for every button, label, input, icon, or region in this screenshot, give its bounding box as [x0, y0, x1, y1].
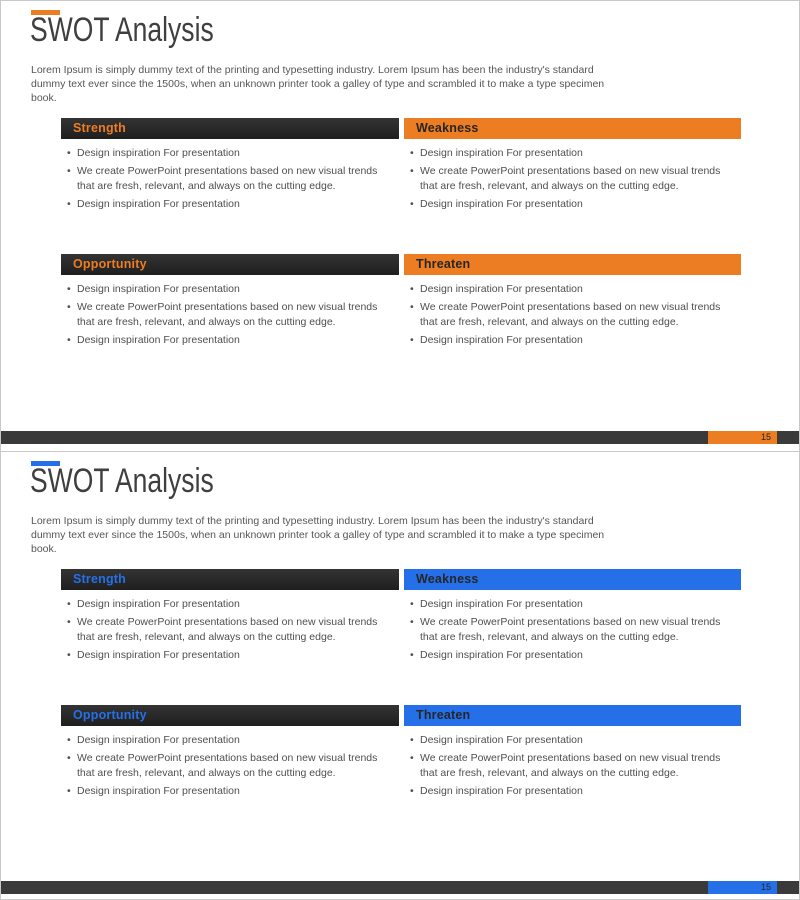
bullet-item: • We create PowerPoint presentations based on new visual trends that are fresh, relevant, and always on the cutting edge. [410, 615, 735, 644]
bullet-list [61, 597, 399, 663]
bullet-item: • We create PowerPoint presentations based on new visual trends that are fresh, relevant, and always on the cutting edge. [67, 300, 392, 329]
swot-slide-orange [1, 1, 799, 451]
quadrant-strength [61, 118, 399, 254]
bullet-item: • Design inspiration For presentation [67, 146, 392, 160]
page-number-badge: 15 [708, 881, 777, 894]
bullet-item: • Design inspiration For presentation [410, 597, 735, 611]
slide-title: SWOT Analysis [30, 11, 214, 49]
quadrant-header-strength: Strength [61, 569, 399, 590]
bullet-item: • We create PowerPoint presentations based on new visual trends that are fresh, relevant, and always on the cutting edge. [67, 615, 392, 644]
bullet-item: • Design inspiration For presentation [410, 648, 735, 662]
bullet-item: • We create PowerPoint presentations based on new visual trends that are fresh, relevant, and always on the cutting edge. [67, 751, 392, 780]
quadrant-header-weakness: Weakness [404, 569, 741, 590]
quadrant-opportunity [61, 705, 399, 841]
bullet-list [404, 597, 741, 663]
bullet-item: • Design inspiration For presentation [67, 733, 392, 747]
bullet-list [61, 282, 399, 348]
quadrant-header-opportunity: Opportunity [61, 705, 399, 726]
bullet-item: • Design inspiration For presentation [67, 333, 392, 347]
quadrant-weakness [404, 569, 741, 705]
bullet-item: • Design inspiration For presentation [410, 282, 735, 296]
quadrant-opportunity [61, 254, 399, 390]
quadrant-header-threaten: Threaten [404, 254, 741, 275]
bullet-item: • Design inspiration For presentation [67, 648, 392, 662]
quadrant-header-threaten: Threaten [404, 705, 741, 726]
bullet-list [404, 146, 741, 212]
swot-slide-blue [1, 451, 799, 900]
bullet-item: • We create PowerPoint presentations based on new visual trends that are fresh, relevant, and always on the cutting edge. [67, 164, 392, 193]
bullet-list [61, 733, 399, 799]
swot-quadrant-grid [61, 118, 741, 390]
bullet-item: • Design inspiration For presentation [410, 733, 735, 747]
bullet-item: • Design inspiration For presentation [410, 197, 735, 211]
bullet-item: • Design inspiration For presentation [67, 197, 392, 211]
intro-text: Lorem Ipsum is simply dummy text of the printing and typesetting industry. Lorem Ipsum has been the industry's standard dummy text ever since the 1500s, when an unknown printer took a galley of type and scrambled it to make a type specimen book. [31, 64, 605, 105]
bullet-item: • We create PowerPoint presentations based on new visual trends that are fresh, relevant, and always on the cutting edge. [410, 751, 735, 780]
bullet-item: • Design inspiration For presentation [410, 784, 735, 798]
intro-text: Lorem Ipsum is simply dummy text of the printing and typesetting industry. Lorem Ipsum has been the industry's standard dummy text ever since the 1500s, when an unknown printer took a galley of type and scrambled it to make a type specimen book. [31, 515, 605, 556]
bullet-item: • Design inspiration For presentation [410, 333, 735, 347]
bullet-item: • Design inspiration For presentation [67, 282, 392, 296]
slide-title: SWOT Analysis [30, 462, 214, 500]
bullet-list [61, 146, 399, 212]
quadrant-weakness [404, 118, 741, 254]
bullet-item: • Design inspiration For presentation [67, 597, 392, 611]
bullet-list [404, 733, 741, 799]
bullet-item: • We create PowerPoint presentations based on new visual trends that are fresh, relevant, and always on the cutting edge. [410, 300, 735, 329]
quadrant-strength [61, 569, 399, 705]
slide-footer-bar [1, 431, 799, 444]
bullet-item: • Design inspiration For presentation [67, 784, 392, 798]
swot-quadrant-grid [61, 569, 741, 841]
page-number-badge: 15 [708, 431, 777, 444]
slide-footer-bar [1, 881, 799, 894]
quadrant-threaten [404, 705, 741, 841]
bullet-list [404, 282, 741, 348]
quadrant-threaten [404, 254, 741, 390]
bullet-item: • Design inspiration For presentation [410, 146, 735, 160]
quadrant-header-opportunity: Opportunity [61, 254, 399, 275]
quadrant-header-weakness: Weakness [404, 118, 741, 139]
bullet-item: • We create PowerPoint presentations based on new visual trends that are fresh, relevant, and always on the cutting edge. [410, 164, 735, 193]
quadrant-header-strength: Strength [61, 118, 399, 139]
